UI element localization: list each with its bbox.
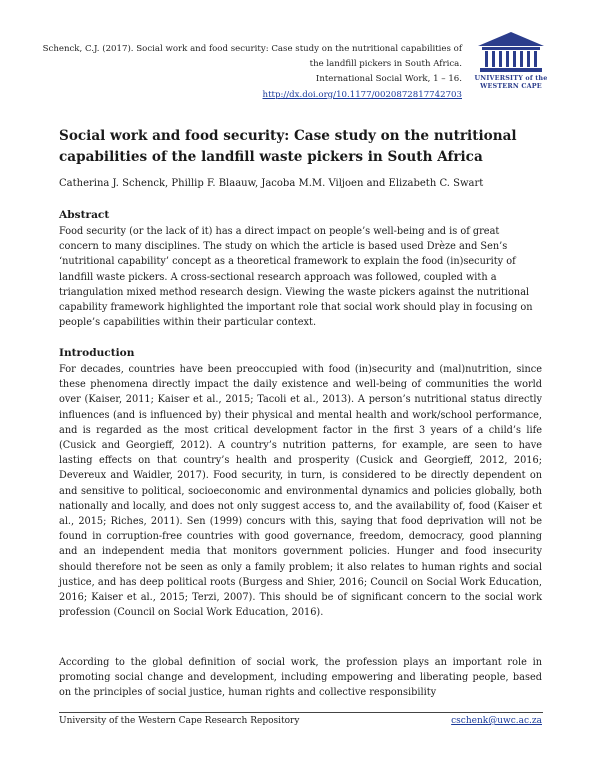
- doi-link[interactable]: http://dx.doi.org/10.1177/0020872817742703: [262, 89, 462, 100]
- paper-title: Social work and food security: Case study on the nutritional capabilities of the landfill waste pickers in South Africa: [59, 128, 517, 165]
- citation-block: [42, 42, 462, 103]
- logo-text-line-1: UNIVERSITY of the: [474, 74, 548, 82]
- authors: Catherina J. Schenck, Phillip F. Blaauw, Jacoba M.M. Viljoen and Elizabeth C. Swart: [59, 178, 484, 189]
- university-building-icon: [476, 30, 546, 74]
- logo-text-line-2: WESTERN CAPE: [480, 82, 542, 90]
- introduction-heading: Introduction: [59, 347, 135, 359]
- introduction-paragraph-1: For decades, countries have been preoccupied with food (in)security and (mal)nutrition, since these phenomena directly impact the daily existence and well-being of communities the world over (Kaiser, 2011; Kaiser et al., 2015; Tacoli et al., 2013). A person’s nutritional status directly influences (and is influenced by) their physical and mental health and work/school performance, and is regarded as the most critical development factor in the first 3 years of a child’s life (Cusick and Georgieff, 2012). A country’s nutrition patterns, for example, are seen to have lasting effects on that country’s health and prosperity (Cusick and Georgieff, 2012, 2016; Devereux and Waidler, 2017). Food security, in turn, is considered to be directly dependent on and sensitive to political, socioeconomic and environmental dynamics and policies globally, both nationally and locally, and does not only suggest access to, and the availability of, food (Kaiser et al., 2015; Riches, 2011). Sen (1999) concurs with this, saying that food deprivation will not be found in corruption-free countries with good governance, freedom, democracy, good planning and an independent media that monitors government policies. Hunger and food insecurity should therefore not be seen as only a family problem; it also relates to human rights and social justice, and has deep political roots (Burgess and Shier, 2016; Council on Social Work Education, 2016; Kaiser et al., 2015; Terzi, 2007). This should be of significant concern to the social work profession (Council on Social Work Education, 2016).: [59, 364, 542, 619]
- abstract-text: Food security (or the lack of it) has a direct impact on people’s well-being and is of great concern to many disciplines. The study on which the article is based used Drèze and Sen’s ‘nutritional capability’ concept as a theoretical framework to explain the food (in)security of landfill waste pickers. A cross-sectional research approach was followed, coupled with a triangulation mixed method research design. Viewing the waste pickers against the nutritional capability framework highlighted the important role that social work should play in focusing on people’s capabilities within their particular context.: [59, 226, 533, 329]
- citation-line-1: Schenck, C.J. (2017). Social work and food security: Case study on the nutritional capabilities of: [42, 44, 462, 54]
- citation-line-2: the landfill pickers in South Africa.: [309, 59, 462, 70]
- footer-repository: University of the Western Cape Research Repository: [59, 716, 300, 726]
- university-logo: [468, 30, 554, 90]
- footer-email-link[interactable]: cschenk@uwc.ac.za: [451, 716, 542, 726]
- footer-divider: [59, 712, 543, 713]
- abstract-heading: Abstract: [59, 209, 110, 221]
- citation-line-3: International Social Work, 1 – 16.: [315, 74, 462, 85]
- introduction-paragraph-2: According to the global definition of social work, the profession plays an important role in promoting social change and development, including empowering and liberating people, based on the principles of social justice, human rights and collective responsibility: [59, 657, 542, 699]
